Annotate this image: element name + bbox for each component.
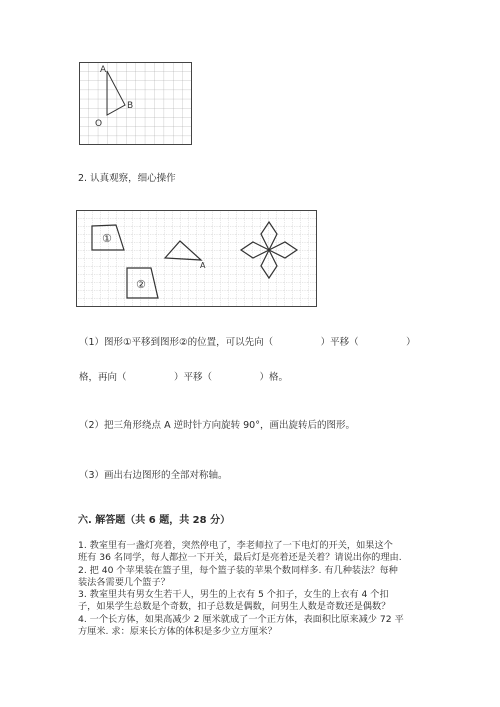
section6-questions: [78, 540, 404, 638]
question-1-line-1: （1）图形①平移到图形②的位置，可以先向（ ）平移（ ）: [79, 337, 416, 348]
question-line: 4. 一个长方体，如果高减少 2 厘米就成了一个正方体，表面积比原来减少 72 平: [78, 613, 404, 625]
top-grid-figure: [79, 62, 192, 145]
rotate-point-label: A: [200, 261, 206, 270]
operation-grid-figure: [76, 210, 317, 307]
label-a: A: [100, 65, 107, 75]
section2-title: 2. 认真观察，细心操作: [78, 173, 176, 184]
question-line: 方厘米. 求：原来长方体的体积是多少立方厘米？: [78, 626, 277, 638]
question-2: （2）把三角形绕点 A 逆时针方向旋转 90°，画出旋转后的图形。: [79, 420, 355, 431]
label-o: O: [95, 119, 103, 129]
question-line: 3. 教室里共有男女生若干人，男生的上衣有 5 个扣子，女生的上衣有 4 个扣: [78, 589, 389, 601]
question-3: （3）画出右边图形的全部对称轴。: [79, 470, 228, 481]
question-line: 1. 教室里有一盏灯亮着，突然停电了，李老师拉了一下电灯的开关，如果这个: [78, 540, 393, 551]
question-1-line-2: 格，再向（ ）平移（ ）格。: [79, 372, 289, 383]
section6-title: 六. 解答题（共 6 题，共 28 分）: [78, 515, 231, 526]
question-line: 班有 36 名同学，每人都拉一下开关，最后灯是亮着还是关着？请说出你的理由.: [78, 552, 402, 564]
question-line: 子，如果学生总数是个奇数，扣子总数是偶数，问男生人数是奇数还是偶数？: [78, 601, 391, 613]
label-b: B: [127, 101, 134, 111]
question-line: 装法各需要几个篮子？: [78, 576, 170, 588]
shape-2-label: ②: [136, 278, 146, 291]
shape-1-label: ①: [102, 232, 112, 245]
question-line: 2. 把 40 个苹果装在篮子里，每个篮子装的苹果个数同样多. 有几种装法？每种: [78, 564, 398, 576]
